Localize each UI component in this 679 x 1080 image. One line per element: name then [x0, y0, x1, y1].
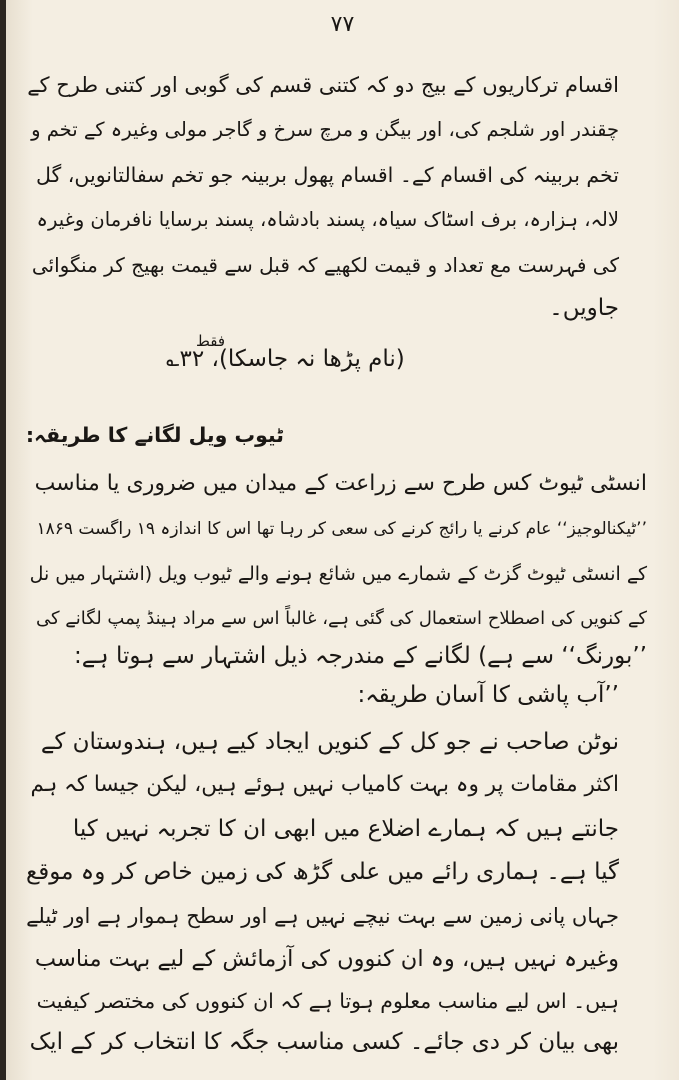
paragraph-2-line-1: انسٹی ٹیوٹ کس طرح سے زراعت کے میدان میں ضروری یا مناسب — [34, 471, 647, 496]
paragraph-1-line-4: لالہ، ہزارہ، برف اسٹاک سیاہ، پسند بادشاہ، پسند برسایا نافرمان وغیرہ — [36, 208, 619, 231]
paragraph-2-line-2: ’’ٹیکنالوجیز‘‘ عام کرنے یا رائج کرنے کی سعی کر رہا تھا اس کا اندازہ ۱۹ راگست ۱۸۶۹ — [36, 519, 647, 539]
paragraph-1-line-1: اقسام ترکاریوں کے بیج دو کہ کتنی قسم کی گوبی اور کتنی طرح کے — [27, 73, 619, 97]
signature-name: (نام پڑھا نہ جاسکا)، ۳۲؎ — [166, 346, 405, 372]
paragraph-3-line-2: اکثر مقامات پر وہ بہت کامیاب نہیں ہوئے ہیں، لیکن جیسا کہ ہم — [30, 772, 619, 797]
paragraph-2-line-4: کے کنویں کی اصطلاح استعمال کی گئی ہے، غالباً اس سے مراد ہینڈ پمپ لگانے کی — [35, 608, 647, 629]
paragraph-3-line-3: جانتے ہیں کہ ہمارے اضلاع میں ابھی ان کا تجربہ نہیں کیا — [72, 816, 619, 842]
paragraph-3-line-8: بھی بیان کر دی جائے۔ کسی مناسب جگہ کا انتخاب کر کے ایک — [29, 1029, 619, 1055]
paragraph-3-line-4: گیا ہے۔ ہماری رائے میں علی گڑھ کی زمین خاص کر وہ موقع — [26, 859, 619, 885]
paragraph-3-line-1: نوٹن صاحب نے جو کل کے کنویں ایجاد کیے ہیں، ہندوستان کے — [40, 729, 619, 755]
quote-heading: ’’آب پاشی کا آسان طریقہ: — [357, 682, 619, 708]
paragraph-2-line-3: کے انسٹی ٹیوٹ گزٹ کے شمارے میں شائع ہونے والے ٹیوب ویل (اشتہار میں نل — [29, 563, 647, 585]
paragraph-2-line-5: ’’بورنگ‘‘ سے ہے) لگانے کے مندرجہ ذیل اشتہار سے ہوتا ہے: — [73, 643, 647, 669]
section-heading: ٹیوب ویل لگانے کا طریقہ: — [25, 423, 284, 447]
signature-label: فقط — [196, 332, 225, 350]
paragraph-3-line-7: ہیں۔ اس لیے مناسب معلوم ہوتا ہے کہ ان کنووں کی مختصر کیفیت — [36, 989, 619, 1013]
paragraph-3-line-6: وغیرہ نہیں ہیں، وہ ان کنووں کی آزمائش کے لیے بہت مناسب — [34, 946, 619, 972]
paragraph-1-line-2: چقندر اور شلجم کی، اور بیگن و مرچ سرخ و گاجر مولی وغیرہ کے تخم و — [31, 118, 619, 141]
paragraph-1-line-3: تخم بربینہ کی اقسام کے۔ اقسام پھول بربینہ جو تخم سفالتانویں، گل — [35, 163, 619, 187]
paragraph-1-line-5: کی فہرست مع تعداد و قیمت لکھیے کہ قبل سے قیمت بھیج کر منگوائی — [31, 253, 619, 277]
paragraph-1-line-6: جاویں۔ — [549, 295, 619, 321]
page-number: ۷۷ — [330, 12, 355, 37]
paragraph-3-line-5: جہاں پانی زمین سے بہت نیچے نہیں ہے اور سطح ہموار ہے اور ٹیلے — [26, 904, 619, 928]
